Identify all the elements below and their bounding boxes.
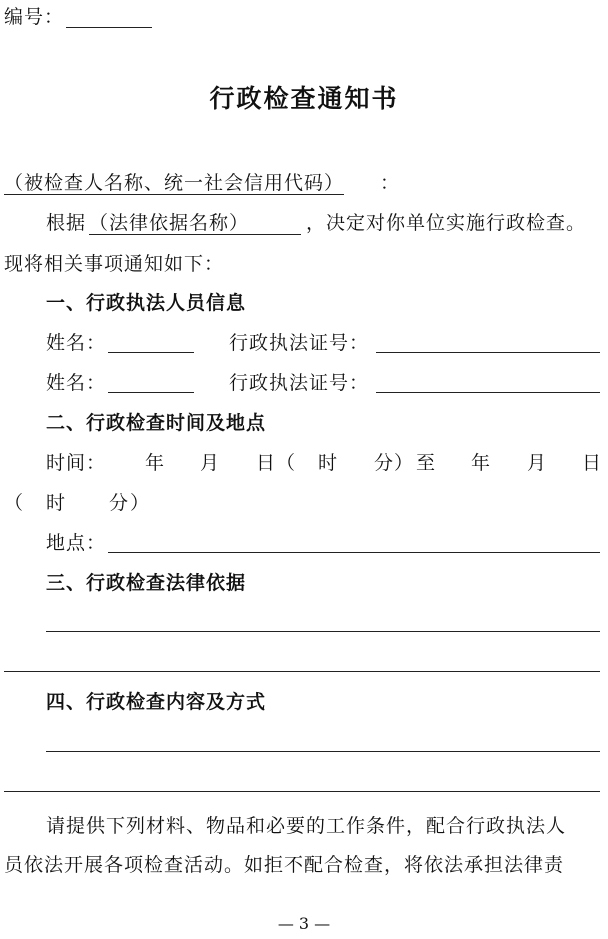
officer-name-blank [108, 392, 194, 393]
time-start-year: 年 [145, 452, 166, 474]
time-end-minute: 分 [109, 492, 130, 514]
content-method-blank [4, 791, 600, 792]
officer-name-label: 姓名： [46, 332, 107, 354]
officer-cert-blank [376, 392, 600, 393]
time-end-hour: 时 [46, 492, 67, 514]
time-start-hour: 时 [318, 452, 339, 474]
content-method-blank [46, 751, 600, 752]
time-start-close-paren: ） [394, 452, 415, 474]
legal-basis-blank [4, 671, 600, 672]
intro-text: 现将相关事项通知如下： [4, 253, 225, 275]
section-officer-info-heading: 一、行政执法人员信息 [46, 292, 247, 314]
officer-cert-label: 行政执法证号： [229, 332, 370, 354]
recipient-placeholder: （被检查人名称、统一社会信用代码） [4, 172, 345, 194]
basis-prefix: 根据 [46, 212, 87, 234]
time-end-close-paren: ） [130, 492, 151, 514]
time-end-day: 日 [582, 452, 603, 474]
time-end-open-paren: （ [4, 492, 25, 514]
legal-basis-blank [46, 631, 600, 632]
document-title: 行政检查通知书 [209, 84, 399, 113]
officer-name-label: 姓名： [46, 372, 107, 394]
closing-paragraph-line: 请提供下列材料、物品和必要的工作条件，配合行政执法人 [46, 815, 567, 837]
section-content-method-heading: 四、行政检查内容及方式 [46, 691, 267, 713]
time-end-month: 月 [527, 452, 548, 474]
basis-suffix: ，决定对你单位实施行政检查。 [306, 212, 587, 234]
time-start-open-paren: （ [276, 452, 297, 474]
officer-cert-label: 行政执法证号： [229, 372, 370, 394]
section-legal-basis-heading: 三、行政检查法律依据 [46, 572, 247, 594]
closing-paragraph-line: 员依法开展各项检查活动。如拒不配合检查，将依法承担法律责 [4, 854, 565, 876]
place-blank [108, 552, 600, 553]
officer-cert-blank [376, 352, 600, 353]
section-time-place-heading: 二、行政检查时间及地点 [46, 412, 267, 434]
page-number: — 3 — [277, 914, 331, 933]
time-start-day: 日 [256, 452, 277, 474]
recipient-colon: ： [380, 172, 401, 194]
serial-label: 编号： [4, 6, 65, 28]
place-label: 地点： [46, 532, 107, 554]
time-start-month: 月 [200, 452, 221, 474]
basis-placeholder: （法律依据名称） [89, 212, 301, 235]
time-start-minute: 分 [374, 452, 395, 474]
time-to: 至 [416, 452, 437, 474]
time-label: 时间： [46, 452, 107, 474]
time-end-year: 年 [471, 452, 492, 474]
serial-number-blank [66, 27, 152, 28]
officer-name-blank [108, 352, 194, 353]
